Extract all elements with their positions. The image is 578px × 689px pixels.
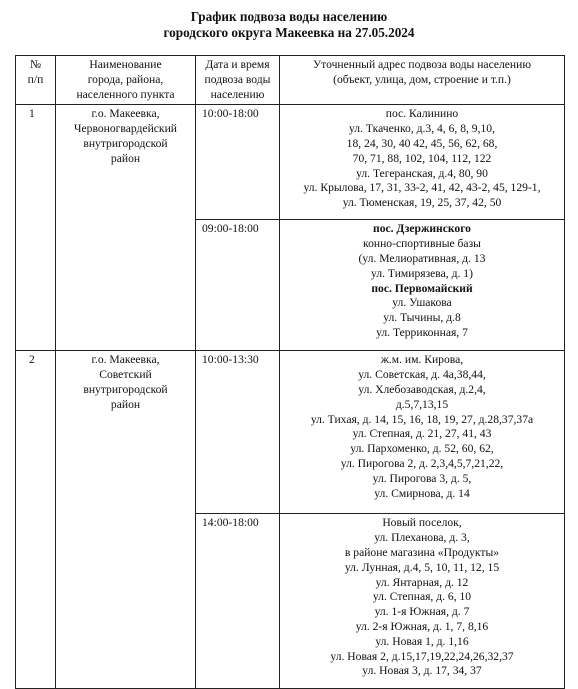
address-line: 18, 24, 30, 40 42, 45, 56, 62, 68, [346, 136, 498, 150]
delivery-address-cell [280, 220, 565, 351]
city-district-cell [56, 351, 196, 689]
delivery-time: 14:00-18:00 [196, 514, 280, 689]
city-district-line: район [110, 397, 141, 411]
delivery-address-cell [280, 514, 565, 689]
address-line: ул. 1-я Южная, д. 7 [374, 605, 470, 619]
address-line: ул. Хлебозаводская, д.2,4, [358, 382, 486, 396]
address-line: (ул. Мелиоративная, д. 13 [358, 251, 486, 265]
address-line: ул. Степная, д. 21, 27, 41, 43 [352, 427, 492, 441]
address-line: ул. Пирогова 3, д. 5, [372, 471, 472, 485]
address-line: ул. Новая 1, д. 1,16 [375, 634, 469, 648]
address-line: ул. Пирогова 2, д. 2,3,4,5,7,21,22, [340, 456, 504, 470]
header-time-line: населению [210, 87, 265, 101]
header-address-line: (объект, улица, дом, строение и т.п.) [333, 72, 511, 86]
address-line: ул. Смирнова, д. 14 [374, 486, 470, 500]
address-line: ул. Советская, д. 4а,38,44, [358, 368, 486, 382]
delivery-time: 10:00-18:00 [196, 105, 280, 220]
address-line: ул. Степная, д. 6, 10 [372, 590, 472, 604]
city-district-line: внутригородской [83, 136, 168, 150]
settlement-name: пос. Дзержинского [373, 222, 471, 236]
address-line: ул. Терриконная, 7 [376, 325, 468, 339]
address-line: ул. 2-я Южная, д. 1, 7, 8,16 [355, 619, 489, 633]
delivery-address-cell [280, 105, 565, 220]
address-line: в районе магазина «Продукты» [344, 545, 500, 559]
table-body [16, 105, 565, 689]
delivery-address-cell [280, 351, 565, 514]
header-city-line: Наименование [89, 58, 162, 71]
address-line: ул. Тюменская, 19, 25, 37, 42, 50 [342, 196, 502, 210]
row-number: 1 [16, 105, 56, 351]
delivery-time: 10:00-13:30 [196, 351, 280, 514]
address-line: д.5,7,13,15 [395, 397, 449, 411]
city-district-line: г.о. Макеевка, [91, 107, 160, 121]
header-city-line: города, района, [87, 72, 164, 86]
address-line: Новый поселок, [382, 516, 462, 530]
address-line: ул. Ткаченко, д.3, 4, 6, 8, 9,10, [349, 122, 495, 136]
address-line: ул. Тычины, д.8 [383, 311, 461, 325]
address-line: ул. Пархоменко, д. 52, 60, 62, [350, 442, 494, 456]
document-title-line-1: График подвоза воды населению [190, 9, 388, 24]
header-time [196, 56, 280, 105]
header-address-line: Уточненный адрес подвоза воды населению [312, 58, 532, 71]
city-district-line: внутригородской [83, 382, 168, 396]
table-row [16, 351, 565, 514]
header-city-line: населенного пункта [76, 87, 175, 101]
address-line: 70, 71, 88, 102, 104, 112, 122 [352, 151, 492, 165]
header-city [56, 56, 196, 105]
address-line: ул. Лунная, д.4, 5, 10, 11, 12, 15 [344, 560, 500, 574]
city-district-line: район [110, 151, 141, 165]
header-number-line: п/п [27, 72, 44, 86]
address-line: пос. Калинино [385, 107, 459, 121]
header-number [16, 56, 56, 105]
water-delivery-schedule-table [15, 55, 565, 689]
table-row [16, 105, 565, 220]
address-line: ул. Плеханова, д. 3, [374, 531, 470, 545]
city-district-line: г.о. Макеевка, [91, 353, 160, 367]
address-line: ж.м. им. Кирова, [380, 353, 464, 367]
city-district-cell [56, 105, 196, 351]
city-district-line: Червоногвардейский [74, 122, 177, 136]
address-line: ул. Тегеранская, д.4, 80, 90 [356, 166, 488, 180]
header-time-line: Дата и время [205, 58, 270, 71]
document-title-line-2: городского округа Макеевка на 27.05.2024 [163, 25, 415, 40]
row-number: 2 [16, 351, 56, 689]
address-line: ул. Крылова, 17, 31, 33-2, 41, 42, 43-2, 45, 129-1, [303, 181, 541, 195]
table-header-row [16, 56, 565, 105]
address-line: ул. Янтарная, д. 12 [375, 575, 469, 589]
address-line: ул. Новая 2, д.15,17,19,22,24,26,32,37 [330, 649, 514, 663]
header-time-line: подвоза воды [204, 72, 271, 86]
address-line: ул. Ушакова [392, 296, 452, 310]
address-line: конно-спортивные базы [363, 237, 481, 251]
delivery-time: 09:00-18:00 [196, 220, 280, 351]
address-line: ул. Тихая, д. 14, 15, 16, 18, 19, 27, д.28,37,37а [310, 412, 534, 426]
address-line: ул. Новая 3, д. 17, 34, 37 [362, 664, 482, 678]
settlement-name: пос. Первомайский [371, 281, 473, 295]
header-number-line: № [29, 58, 42, 71]
city-district-line: Советский [99, 368, 152, 382]
header-address [280, 56, 565, 105]
address-line: ул. Тимирязева, д. 1) [371, 266, 473, 280]
